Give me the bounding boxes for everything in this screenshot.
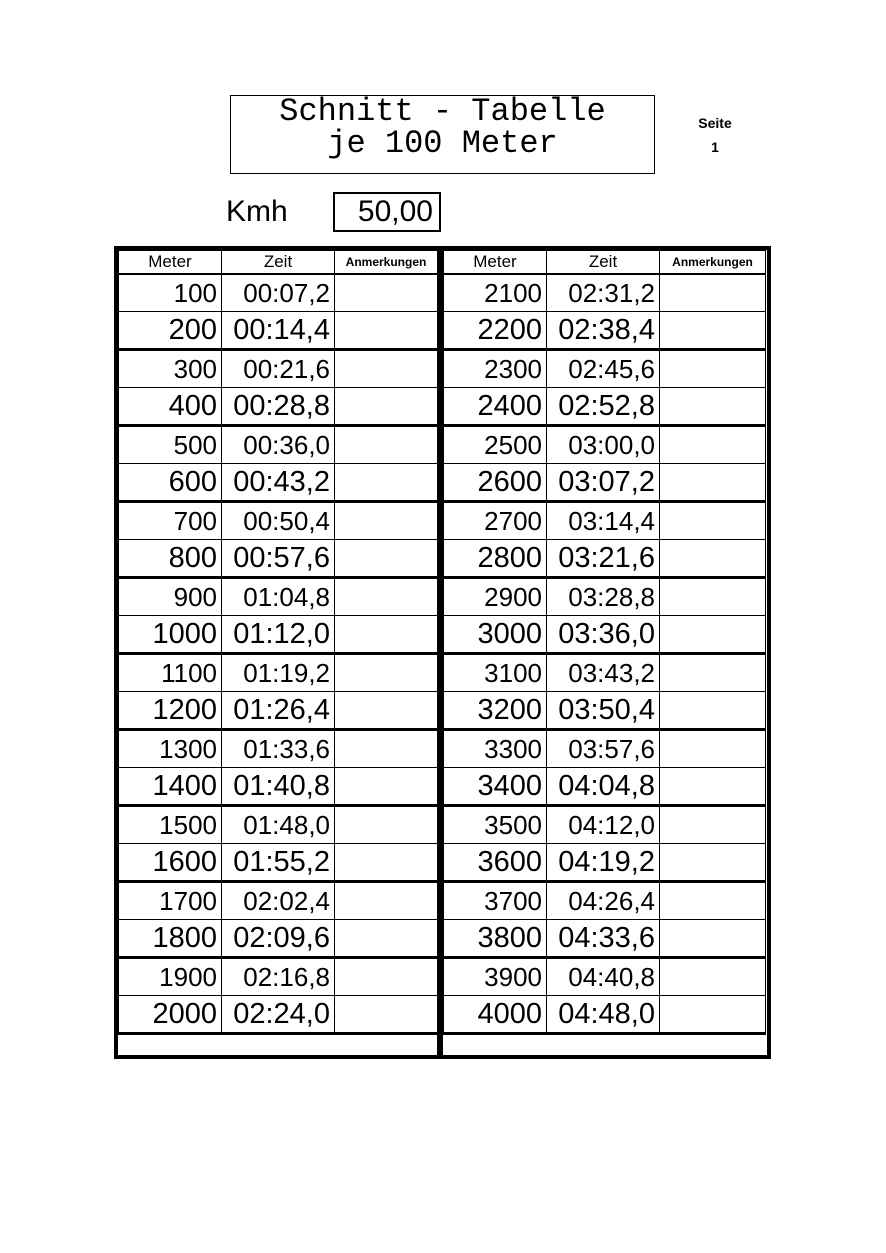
table-row [119,692,438,730]
zeit-cell: 03:43,2 [547,654,660,692]
column-header-anmerkungen: Anmerkungen [335,251,438,275]
table-row [119,844,438,882]
zeit-cell: 02:52,8 [547,388,660,426]
anmerkungen-cell[interactable] [660,882,766,920]
zeit-cell: 03:07,2 [547,464,660,502]
column-header-zeit: Zeit [547,251,660,275]
pace-table-left [118,250,438,1035]
table-row [444,958,766,996]
zeit-cell: 02:38,4 [547,312,660,350]
anmerkungen-cell[interactable] [660,920,766,958]
zeit-cell: 03:21,6 [547,540,660,578]
table-row [444,654,766,692]
zeit-cell: 00:28,8 [222,388,335,426]
meter-cell: 1200 [119,692,222,730]
meter-cell: 900 [119,578,222,616]
pace-table-right [443,250,766,1035]
zeit-cell: 03:28,8 [547,578,660,616]
anmerkungen-cell[interactable] [335,996,438,1034]
zeit-cell: 00:57,6 [222,540,335,578]
table-header-row [444,251,766,275]
zeit-cell: 02:02,4 [222,882,335,920]
zeit-cell: 02:24,0 [222,996,335,1034]
zeit-cell: 04:48,0 [547,996,660,1034]
zeit-cell: 02:16,8 [222,958,335,996]
meter-cell: 3200 [444,692,547,730]
anmerkungen-cell[interactable] [660,312,766,350]
anmerkungen-cell[interactable] [335,882,438,920]
anmerkungen-cell[interactable] [660,654,766,692]
anmerkungen-cell[interactable] [660,996,766,1034]
table-row [444,578,766,616]
table-row [444,730,766,768]
table-row [119,806,438,844]
anmerkungen-cell[interactable] [660,806,766,844]
zeit-cell: 00:50,4 [222,502,335,540]
meter-cell: 400 [119,388,222,426]
meter-cell: 3900 [444,958,547,996]
table-row [119,654,438,692]
anmerkungen-cell[interactable] [660,274,766,312]
meter-cell: 300 [119,350,222,388]
meter-cell: 1900 [119,958,222,996]
zeit-cell: 04:40,8 [547,958,660,996]
zeit-cell: 01:55,2 [222,844,335,882]
zeit-cell: 01:40,8 [222,768,335,806]
table-row [444,464,766,502]
anmerkungen-cell[interactable] [335,768,438,806]
anmerkungen-cell[interactable] [660,958,766,996]
title-box [230,95,655,174]
anmerkungen-cell[interactable] [335,806,438,844]
page-number: 1 [711,139,719,155]
zeit-cell: 00:36,0 [222,426,335,464]
table-row [119,502,438,540]
table-row [119,540,438,578]
table-row [444,540,766,578]
meter-cell: 1000 [119,616,222,654]
meter-cell: 1100 [119,654,222,692]
zeit-cell: 03:00,0 [547,426,660,464]
anmerkungen-cell[interactable] [335,654,438,692]
meter-cell: 1600 [119,844,222,882]
meter-cell: 3100 [444,654,547,692]
anmerkungen-cell[interactable] [660,844,766,882]
anmerkungen-cell[interactable] [335,540,438,578]
meter-cell: 1500 [119,806,222,844]
table-row [119,578,438,616]
meter-cell: 2200 [444,312,547,350]
zeit-cell: 03:14,4 [547,502,660,540]
anmerkungen-cell[interactable] [335,388,438,426]
table-row [444,806,766,844]
zeit-cell: 02:31,2 [547,274,660,312]
anmerkungen-cell[interactable] [335,616,438,654]
zeit-cell: 00:43,2 [222,464,335,502]
speed-value: 50,00 [333,192,441,232]
meter-cell: 2400 [444,388,547,426]
meter-cell: 2800 [444,540,547,578]
anmerkungen-cell[interactable] [335,274,438,312]
anmerkungen-cell[interactable] [335,692,438,730]
meter-cell: 1800 [119,920,222,958]
meter-cell: 3500 [444,806,547,844]
meter-cell: 100 [119,274,222,312]
meter-cell: 800 [119,540,222,578]
zeit-cell: 04:26,4 [547,882,660,920]
table-row [119,730,438,768]
meter-cell: 2700 [444,502,547,540]
zeit-cell: 04:12,0 [547,806,660,844]
zeit-cell: 01:12,0 [222,616,335,654]
table-row [444,426,766,464]
table-row [444,692,766,730]
anmerkungen-cell[interactable] [660,502,766,540]
meter-cell: 3000 [444,616,547,654]
anmerkungen-cell[interactable] [660,616,766,654]
table-row [444,502,766,540]
anmerkungen-cell[interactable] [660,350,766,388]
anmerkungen-cell[interactable] [335,312,438,350]
table-row [444,844,766,882]
table-body-left [119,274,438,1034]
anmerkungen-cell[interactable] [335,350,438,388]
meter-cell: 2100 [444,274,547,312]
meter-cell: 200 [119,312,222,350]
zeit-cell: 02:45,6 [547,350,660,388]
anmerkungen-cell[interactable] [335,578,438,616]
zeit-cell: 02:09,6 [222,920,335,958]
table-row [444,996,766,1034]
zeit-cell: 01:33,6 [222,730,335,768]
zeit-cell: 01:04,8 [222,578,335,616]
column-header-meter: Meter [444,251,547,275]
anmerkungen-cell[interactable] [660,692,766,730]
meter-cell: 3800 [444,920,547,958]
table-row [119,426,438,464]
anmerkungen-cell[interactable] [335,844,438,882]
zeit-cell: 03:57,6 [547,730,660,768]
zeit-cell: 00:07,2 [222,274,335,312]
table-row [444,920,766,958]
table-row [119,350,438,388]
column-header-zeit: Zeit [222,251,335,275]
zeit-cell: 04:33,6 [547,920,660,958]
meter-cell: 500 [119,426,222,464]
anmerkungen-cell[interactable] [335,920,438,958]
column-header-meter: Meter [119,251,222,275]
table-row [444,882,766,920]
meter-cell: 1700 [119,882,222,920]
table-header-row [119,251,438,275]
table-row [119,958,438,996]
table-row [119,274,438,312]
zeit-cell: 01:19,2 [222,654,335,692]
title-line-2: je 100 Meter [327,125,558,162]
anmerkungen-cell[interactable] [335,464,438,502]
meter-cell: 4000 [444,996,547,1034]
zeit-cell: 03:50,4 [547,692,660,730]
meter-cell: 1300 [119,730,222,768]
anmerkungen-cell[interactable] [335,426,438,464]
table-row [119,464,438,502]
anmerkungen-cell[interactable] [660,464,766,502]
column-header-anmerkungen: Anmerkungen [660,251,766,275]
table-row [444,768,766,806]
meter-cell: 3600 [444,844,547,882]
anmerkungen-cell[interactable] [335,502,438,540]
anmerkungen-cell[interactable] [660,426,766,464]
table-row [444,388,766,426]
table-row [444,350,766,388]
table-body-right [444,274,766,1034]
meter-cell: 3700 [444,882,547,920]
anmerkungen-cell[interactable] [335,730,438,768]
table-row [444,274,766,312]
zeit-cell: 03:36,0 [547,616,660,654]
zeit-cell: 01:48,0 [222,806,335,844]
zeit-cell: 00:21,6 [222,350,335,388]
page-label: Seite [698,115,732,131]
table-row [119,768,438,806]
zeit-cell: 01:26,4 [222,692,335,730]
table-row [119,616,438,654]
anmerkungen-cell[interactable] [335,958,438,996]
zeit-cell: 00:14,4 [222,312,335,350]
anmerkungen-cell[interactable] [660,578,766,616]
table-row [119,388,438,426]
table-row [119,996,438,1034]
anmerkungen-cell[interactable] [660,730,766,768]
anmerkungen-cell[interactable] [660,540,766,578]
meter-cell: 2300 [444,350,547,388]
anmerkungen-cell[interactable] [660,388,766,426]
meter-cell: 600 [119,464,222,502]
table-row [119,312,438,350]
meter-cell: 700 [119,502,222,540]
zeit-cell: 04:19,2 [547,844,660,882]
anmerkungen-cell[interactable] [660,768,766,806]
title-line-1: Schnitt - Tabelle [279,93,606,130]
meter-cell: 2000 [119,996,222,1034]
table-row [444,616,766,654]
speed-label: Kmh [226,195,288,228]
table-row [119,920,438,958]
meter-cell: 1400 [119,768,222,806]
zeit-cell: 04:04,8 [547,768,660,806]
table-row [119,882,438,920]
meter-cell: 3400 [444,768,547,806]
meter-cell: 2600 [444,464,547,502]
table-row [444,312,766,350]
meter-cell: 2900 [444,578,547,616]
meter-cell: 3300 [444,730,547,768]
meter-cell: 2500 [444,426,547,464]
